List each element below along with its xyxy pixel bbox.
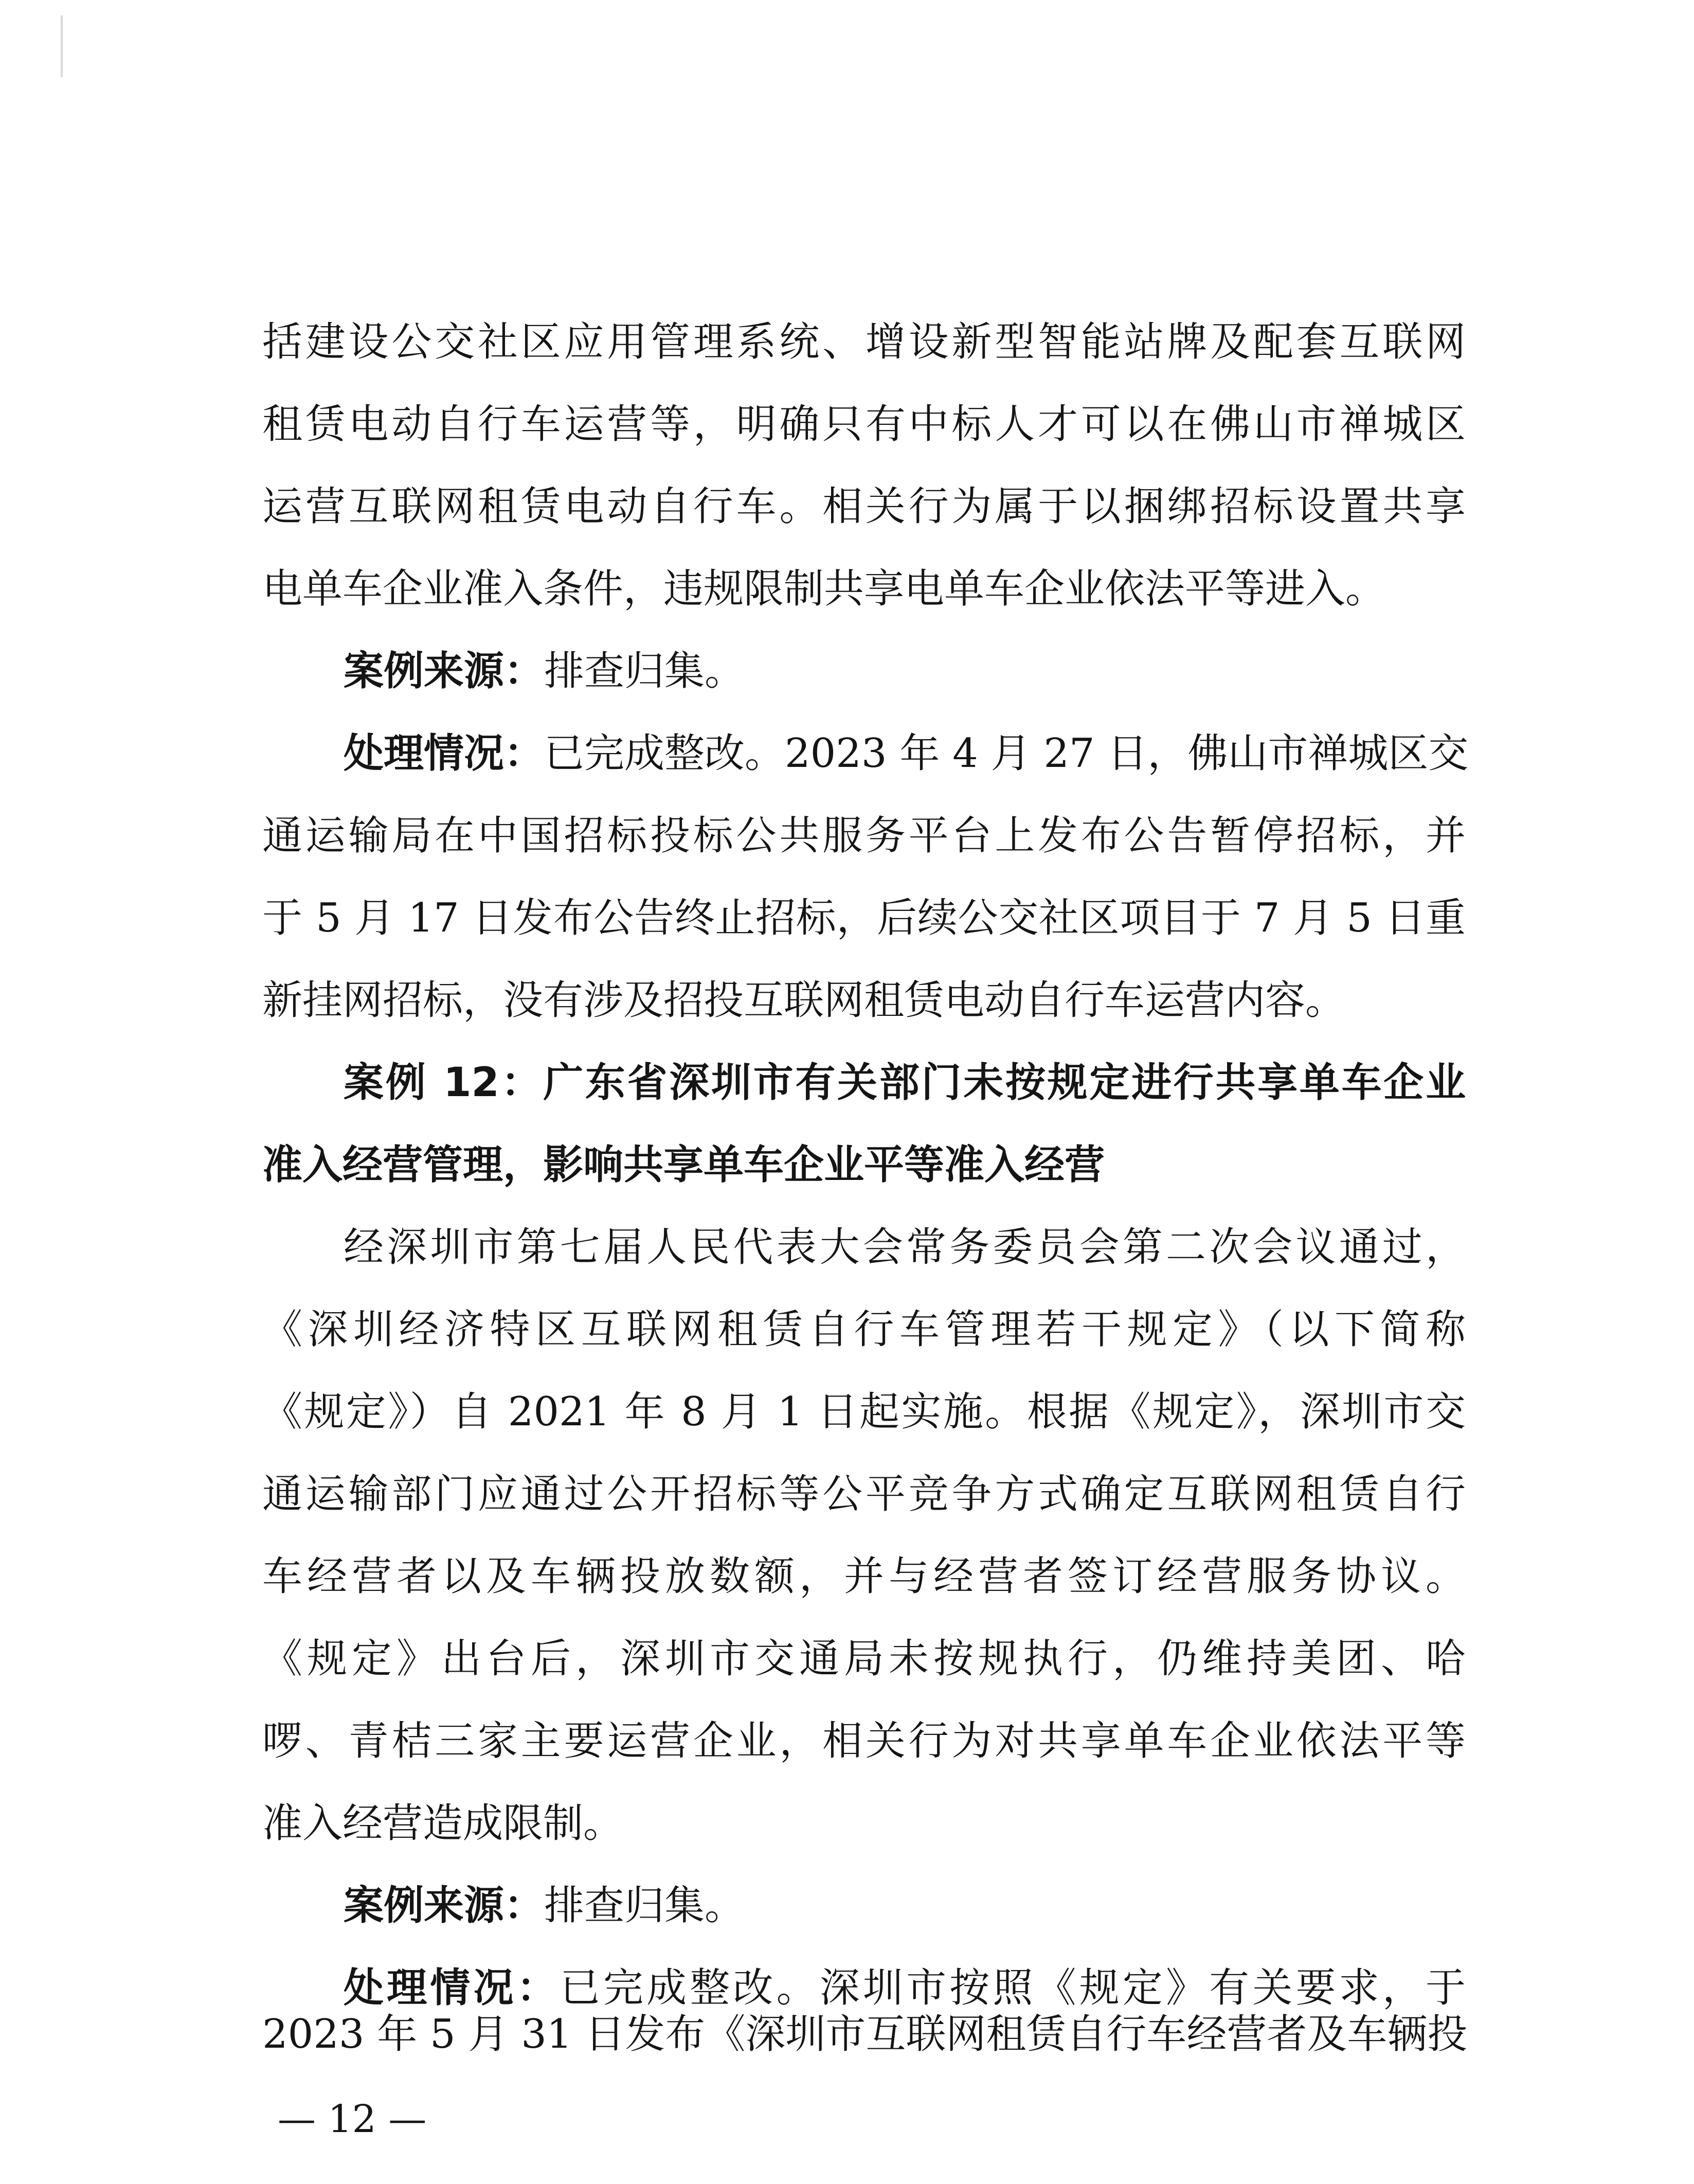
case-source-line — [344, 1880, 1466, 1931]
scan-edge-mark — [61, 15, 63, 77]
handling-line — [344, 1962, 1466, 2014]
paragraph-line: 新挂网招标，没有涉及招投互联网租赁电动自行车运营内容。 — [262, 977, 1346, 1024]
handling-text: 已完成整改。2023 年 4 月 27 日，佛山市禅城区交 — [544, 730, 1469, 777]
page-number: — 12 — — [278, 2097, 427, 2141]
handling-label: 处理情况： — [344, 730, 545, 777]
paragraph-line: 2023 年 5 月 31 日发布《深圳市互联网租赁自行车经营者及车辆投 — [262, 2011, 1468, 2057]
handling-label: 处理情况： — [344, 1965, 560, 2011]
paragraph-line: 括建设公交社区应用管理系统、增设新型智能站牌及配套互联网 — [262, 319, 1466, 365]
paragraph-line: 电单车企业准入条件，违规限制共享电单车企业依法平等进入。 — [262, 566, 1386, 612]
case-title-line: 准入经营管理，影响共享单车企业平等准入经营 — [262, 1142, 1105, 1188]
paragraph-line: 通运输局在中国招标投标公共服务平台上发布公告暂停招标，并 — [262, 813, 1466, 859]
case-title-line: 案例 12：广东省深圳市有关部门未按规定进行共享单车企业 — [344, 1060, 1466, 1106]
case-source-value: 排查归集。 — [544, 648, 745, 694]
paragraph-line: 《深圳经济特区互联网租赁自行车管理若干规定》（以下简称 — [262, 1306, 1466, 1353]
paragraph-line: 啰、青桔三家主要运营企业，相关行为对共享单车企业依法平等 — [262, 1718, 1466, 1764]
paragraph-line: 准入经营造成限制。 — [262, 1800, 624, 1847]
paragraph-line: 经深圳市第七届人民代表大会常务委员会第二次会议通过， — [344, 1224, 1466, 1270]
handling-text: 已完成整改。深圳市按照《规定》有关要求，于 — [560, 1965, 1466, 2011]
paragraph-line: 于 5 月 17 日发布公告终止招标，后续公交社区项目于 7 月 5 日重 — [262, 895, 1466, 941]
case-source-label: 案例来源： — [344, 1883, 545, 1929]
paragraph-line: 《规定》）自 2021 年 8 月 1 日起实施。根据《规定》，深圳市交 — [262, 1389, 1466, 1435]
paragraph-line: 《规定》出台后，深圳市交通局未按规执行，仍维持美团、哈 — [262, 1636, 1466, 1682]
paragraph-line: 车经营者以及车辆投放数额，并与经营者签订经营服务协议。 — [262, 1553, 1466, 1600]
case-source-line — [344, 646, 1466, 697]
paragraph-line: 通运输部门应通过公开招标等公平竞争方式确定互联网租赁自行 — [262, 1471, 1466, 1517]
handling-line — [344, 728, 1469, 779]
case-source-value: 排查归集。 — [544, 1883, 745, 1929]
paragraph-line: 租赁电动自行车运营等，明确只有中标人才可以在佛山市禅城区 — [262, 401, 1466, 447]
case-source-label: 案例来源： — [344, 648, 545, 694]
paragraph-line: 运营互联网租赁电动自行车。相关行为属于以捆绑招标设置共享 — [262, 484, 1466, 530]
